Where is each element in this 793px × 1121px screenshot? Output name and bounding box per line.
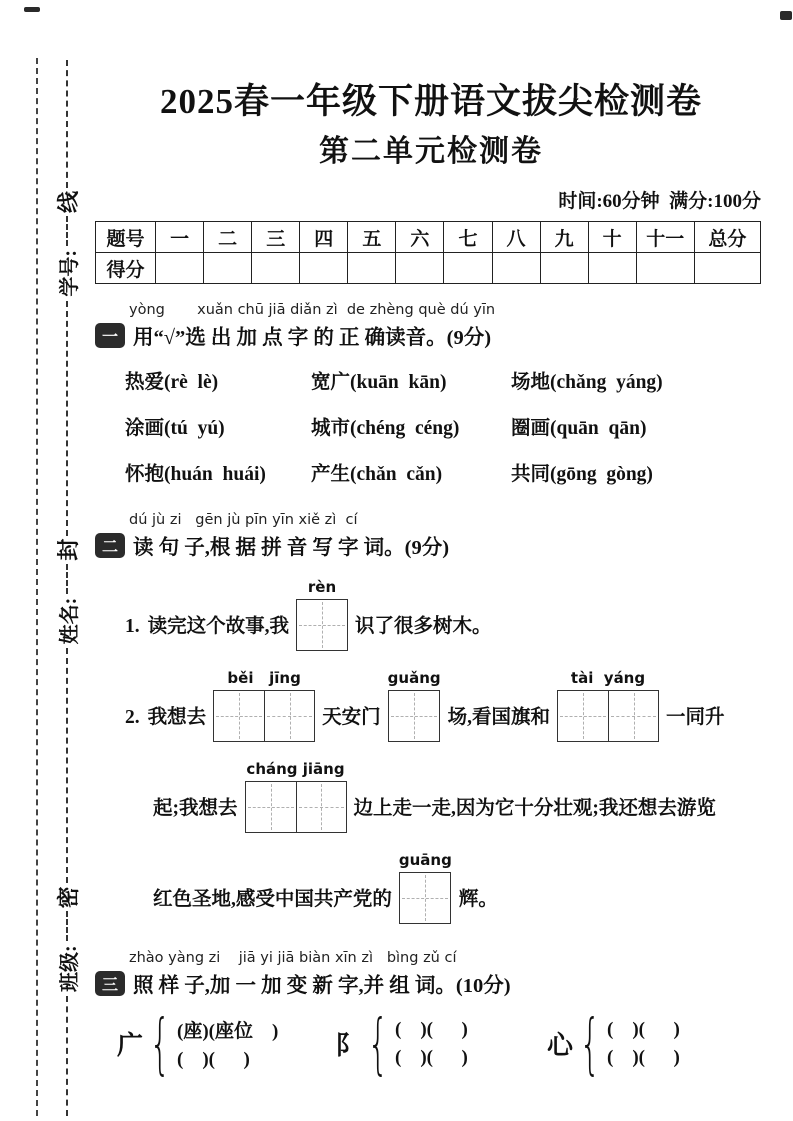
question-3-pinyin: zhào yàng zi jiā yi jiā biàn xīn zì bìng zǔ cí [129, 950, 457, 966]
choice-item: 圈画(quān qān) [511, 418, 647, 439]
score-table-col: 十 [588, 222, 636, 253]
score-table-header-row [96, 222, 761, 253]
seal-char-feng: 封 [55, 538, 81, 561]
question-2-pinyin: dú jù zi gēn jù pīn yīn xiě zì cí [129, 512, 358, 528]
score-table-col: 九 [540, 222, 588, 253]
writing-grid [213, 669, 315, 742]
choice-item: 共同(gōng gòng) [511, 464, 653, 485]
grid-pinyin: guǎng [387, 669, 441, 687]
radical-groups [117, 1005, 767, 1082]
question-2-title: 读 句 子,根 据 拼 音 写 字 词。(9分) [133, 537, 450, 559]
class-label: 班级: [58, 945, 81, 992]
sentence-2-line-2 [153, 760, 767, 833]
score-input-cell[interactable] [444, 253, 492, 284]
score-table-col: 二 [204, 222, 252, 253]
question-2-badge: 二 [95, 533, 125, 558]
question-1 [95, 302, 767, 486]
answer-cell[interactable] [264, 691, 314, 741]
fill-blank-line [66, 301, 68, 536]
score-table-col: 七 [444, 222, 492, 253]
binding-cut-line [36, 58, 38, 1116]
answer-blank-line[interactable]: (座)(座位 ) [177, 1021, 279, 1043]
grid-pinyin: rèn [307, 578, 337, 596]
score-table-col: 四 [300, 222, 348, 253]
choice-item: 宽广(kuān kān) [311, 372, 447, 393]
score-input-cell[interactable] [636, 253, 694, 284]
fill-blank-line [66, 564, 68, 594]
answer-blank-line[interactable]: ( )( ) [607, 1046, 680, 1068]
choice-item: 热爱(rè lè) [125, 372, 219, 393]
score-table-col: 十一 [636, 222, 694, 253]
scan-artifact [24, 7, 40, 12]
score-input-cell[interactable] [300, 253, 348, 284]
student-id-label: 学号: [58, 249, 81, 297]
score-input-cell[interactable] [694, 253, 760, 284]
sentence-text: 场,看国旗和 [447, 707, 551, 728]
question-1-title: 用“√”选 出 加 点 字 的 正 确读音。(9分) [133, 327, 492, 349]
sentence-text: 读完这个故事,我 [147, 616, 290, 637]
brace-icon: { [579, 1005, 601, 1082]
answer-cell[interactable] [558, 691, 608, 741]
question-3 [95, 950, 767, 1082]
sentence-1 [125, 578, 767, 651]
score-label: 得分 [96, 253, 156, 284]
fill-blank-line [66, 216, 68, 246]
sentence-text: 天安门 [322, 707, 381, 728]
score-table-col: 总分 [694, 222, 760, 253]
radical-group-fu [335, 1005, 547, 1082]
writing-grid [296, 578, 348, 651]
exam-title: 2025春一年级下册语文拔尖检测卷 [159, 82, 702, 121]
answer-cell[interactable] [296, 782, 346, 832]
question-1-choices [125, 366, 767, 486]
writing-grid [399, 851, 452, 924]
choice-item: 产生(chǎn cǎn) [311, 464, 443, 485]
score-table-col: 六 [396, 222, 444, 253]
score-table-col: 八 [492, 222, 540, 253]
sentence-number: 2. [125, 707, 140, 728]
question-1-badge: 一 [95, 323, 125, 348]
brace-icon: { [367, 1005, 389, 1082]
writing-grid [245, 760, 347, 833]
radical-group-guang [117, 1005, 335, 1082]
score-input-cell[interactable] [204, 253, 252, 284]
sentence-text: 起;我想去 [153, 798, 238, 819]
answer-blank-line[interactable]: ( )( ) [395, 1046, 468, 1068]
radical-char: 心 [547, 1031, 574, 1061]
fill-blank-line [66, 996, 68, 1116]
score-input-cell[interactable] [156, 253, 204, 284]
score-table [95, 221, 761, 284]
answer-cell[interactable] [389, 691, 439, 741]
scan-artifact [780, 11, 792, 20]
sentence-text: 边上走一走,因为它十分壮观;我还想去游览 [353, 798, 716, 819]
choice-item: 场地(chǎng yáng) [511, 372, 663, 393]
score-input-cell[interactable] [540, 253, 588, 284]
question-3-title: 照 样 子,加 一 加 变 新 字,并 组 词。(10分) [133, 975, 511, 997]
answer-blank-line[interactable]: ( )( ) [607, 1018, 680, 1040]
fill-blank-line [66, 648, 68, 883]
main-content [95, 60, 767, 1082]
choice-item: 涂画(tú yú) [125, 418, 225, 439]
sentence-text: 我想去 [147, 707, 207, 728]
sentence-text: 辉。 [458, 889, 498, 910]
score-input-cell[interactable] [396, 253, 444, 284]
choice-item: 怀抱(huán huái) [125, 464, 266, 485]
fill-blank-line [66, 60, 68, 188]
question-1-pinyin: yòng xuǎn chū jiā diǎn zì de zhèng què dú yīn [129, 302, 496, 318]
answer-cell[interactable] [214, 691, 264, 741]
sentence-2-line-3 [153, 851, 767, 924]
writing-grid [557, 669, 659, 742]
time-score-info: 时间:60分钟 满分:100分 [558, 191, 761, 212]
grid-pinyin: guāng [398, 851, 452, 869]
score-table-col: 五 [348, 222, 396, 253]
name-label: 姓名: [58, 597, 81, 645]
radical-group-xin [547, 1005, 747, 1082]
radical-char: 阝 [335, 1031, 362, 1061]
score-input-cell[interactable] [588, 253, 636, 284]
sentence-text: 识了很多树木。 [355, 616, 492, 637]
score-table-col: 一 [156, 222, 204, 253]
grid-pinyin: cháng jiāng [246, 760, 345, 778]
score-input-cell[interactable] [252, 253, 300, 284]
score-table-score-row [96, 253, 761, 284]
score-input-cell[interactable] [492, 253, 540, 284]
seal-char-xian: 线 [55, 190, 81, 213]
fill-blank-line [66, 911, 68, 941]
answer-blank-line[interactable]: ( )( ) [395, 1018, 468, 1040]
answer-cell[interactable] [246, 782, 296, 832]
answer-blank-line[interactable]: ( )( ) [177, 1049, 250, 1071]
brace-icon: { [149, 1005, 171, 1082]
exam-subtitle: 第二单元检测卷 [319, 135, 543, 168]
question-3-badge: 三 [95, 971, 125, 996]
score-table-corner: 题号 [96, 222, 156, 253]
score-input-cell[interactable] [348, 253, 396, 284]
grid-pinyin: běi jīng [227, 669, 301, 687]
binding-margin-labels [52, 60, 82, 1116]
choice-item: 城市(chéng céng) [311, 418, 460, 439]
sentence-2-line-1 [125, 669, 767, 742]
sentence-text: 一同升 [666, 707, 725, 728]
seal-char-mi: 密 [55, 886, 81, 909]
sentence-text: 红色圣地,感受中国共产党的 [153, 889, 392, 910]
radical-char: 广 [117, 1031, 144, 1061]
question-2 [95, 512, 767, 924]
writing-grid [388, 669, 441, 742]
grid-pinyin: tài yáng [570, 669, 646, 687]
sentence-number: 1. [125, 616, 140, 637]
answer-cell[interactable] [400, 873, 450, 923]
answer-cell[interactable] [297, 600, 347, 650]
score-table-col: 三 [252, 222, 300, 253]
answer-cell[interactable] [608, 691, 658, 741]
